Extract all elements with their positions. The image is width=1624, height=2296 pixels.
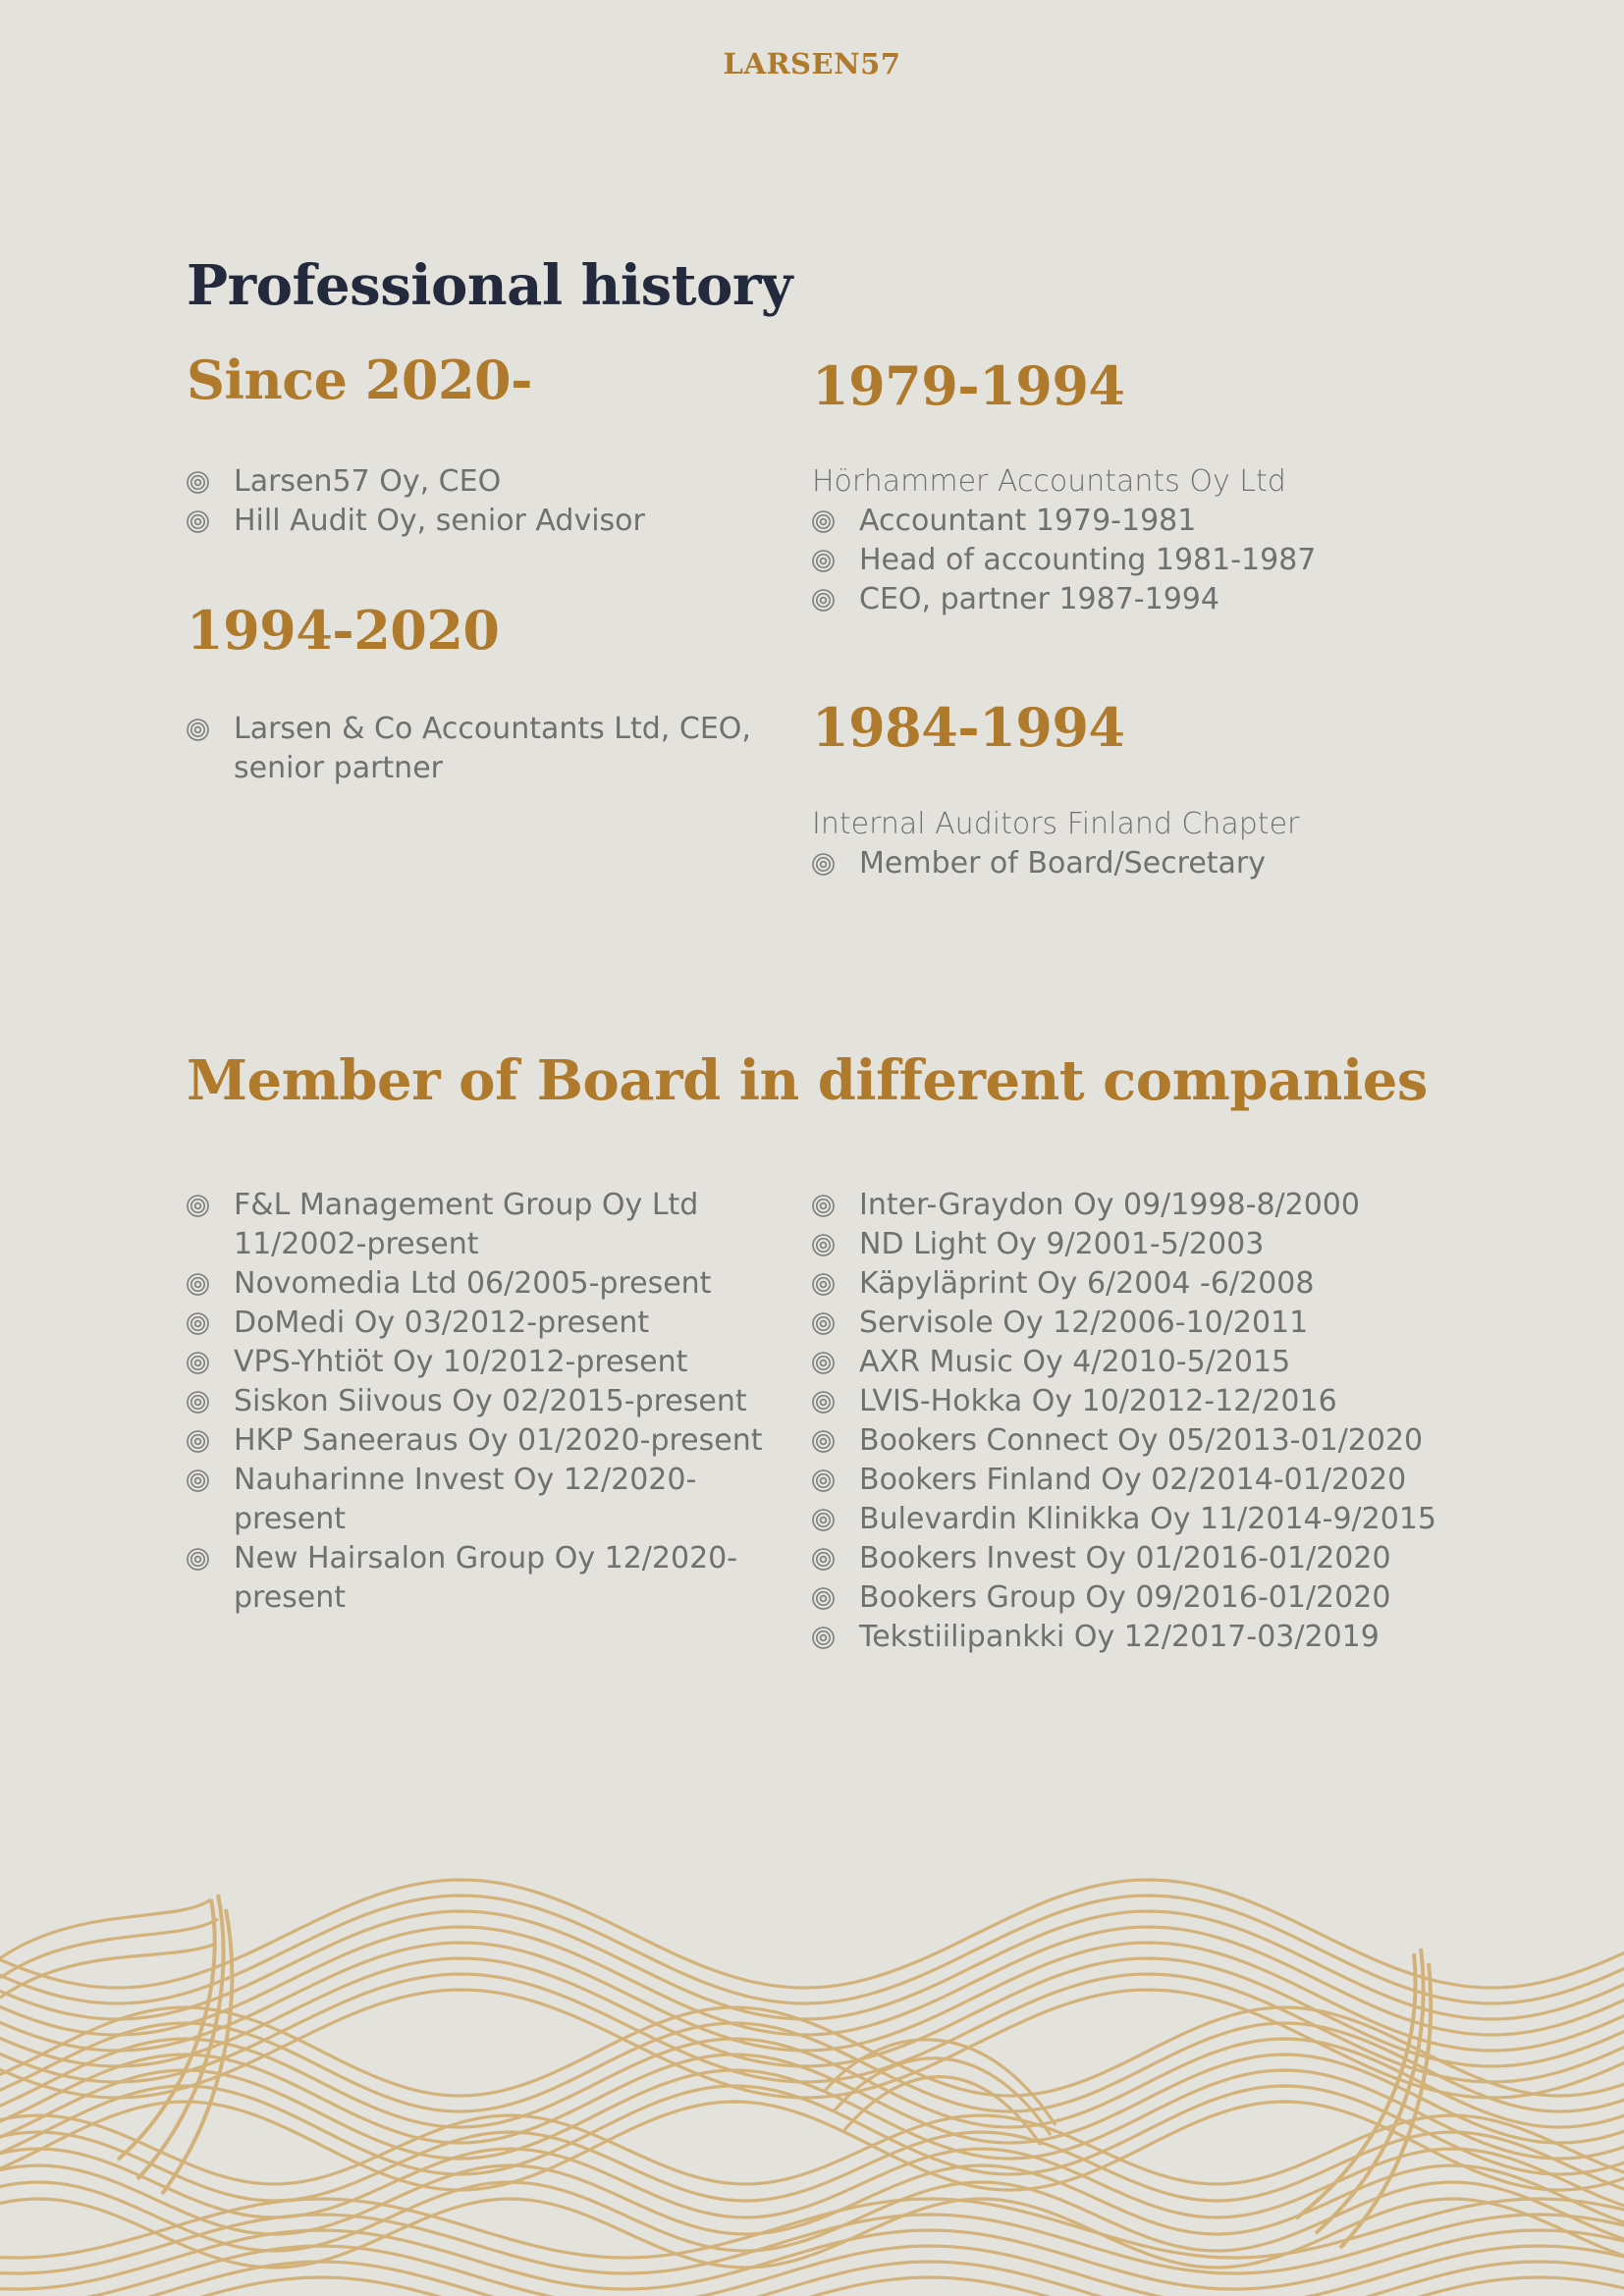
concentric-circle-bullet-icon bbox=[812, 1469, 835, 1492]
1979-1994-organization: Hörhammer Accountants Oy Ltd bbox=[812, 464, 1286, 499]
list-item-text: New Hairsalon Group Oy 12/2020-present bbox=[234, 1541, 738, 1615]
concentric-circle-bullet-icon bbox=[187, 1548, 209, 1571]
concentric-circle-bullet-icon bbox=[812, 1312, 835, 1335]
board-memberships-title: Member of Board in different companies bbox=[187, 1048, 1428, 1113]
list-item-text: Bookers Finland Oy 02/2014-01/2020 bbox=[859, 1463, 1407, 1497]
list-item bbox=[812, 1461, 1519, 1500]
list-item-text: Larsen57 Oy, CEO bbox=[234, 464, 502, 499]
list-item-text: Bookers Connect Oy 05/2013-01/2020 bbox=[859, 1423, 1424, 1458]
list-item bbox=[812, 1500, 1519, 1539]
concentric-circle-bullet-icon bbox=[187, 1352, 209, 1374]
list-item-text: Larsen & Co Accountants Ltd, CEO, senior partner bbox=[234, 712, 751, 785]
list-item-text: F&L Management Group Oy Ltd 11/2002-present bbox=[234, 1188, 699, 1261]
list-item bbox=[187, 1382, 776, 1421]
concentric-circle-bullet-icon bbox=[812, 1273, 835, 1296]
concentric-circle-bullet-icon bbox=[187, 719, 209, 741]
list-item-text: Nauharinne Invest Oy 12/2020-present bbox=[234, 1463, 697, 1536]
list-item bbox=[812, 1578, 1519, 1618]
list-item bbox=[812, 844, 1421, 883]
list-item bbox=[187, 502, 776, 541]
list-item bbox=[812, 1618, 1519, 1657]
concentric-circle-bullet-icon bbox=[187, 1391, 209, 1414]
list-item bbox=[812, 1264, 1519, 1304]
list-item bbox=[812, 541, 1421, 580]
list-item-text: CEO, partner 1987-1994 bbox=[859, 582, 1219, 616]
list-item-text: Accountant 1979-1981 bbox=[859, 504, 1197, 538]
concentric-circle-bullet-icon bbox=[812, 1195, 835, 1217]
board-list-right bbox=[812, 1186, 1519, 1657]
list-item bbox=[812, 1225, 1519, 1264]
concentric-circle-bullet-icon bbox=[812, 1509, 835, 1531]
concentric-circle-bullet-icon bbox=[187, 1430, 209, 1453]
since-2020-list bbox=[187, 462, 776, 541]
concentric-circle-bullet-icon bbox=[812, 1391, 835, 1414]
list-item bbox=[812, 1304, 1519, 1343]
list-item bbox=[187, 1186, 776, 1264]
concentric-circle-bullet-icon bbox=[812, 1352, 835, 1374]
concentric-circle-bullet-icon bbox=[812, 589, 835, 612]
professional-history-title: Professional history bbox=[187, 253, 792, 318]
concentric-circle-bullet-icon bbox=[187, 1273, 209, 1296]
concentric-circle-bullet-icon bbox=[187, 510, 209, 533]
list-item bbox=[187, 1461, 776, 1539]
list-item bbox=[187, 1304, 776, 1343]
concentric-circle-bullet-icon bbox=[187, 1195, 209, 1217]
1984-1994-heading: 1984-1994 bbox=[812, 696, 1125, 759]
1984-1994-list bbox=[812, 844, 1421, 883]
list-item-text: Bookers Invest Oy 01/2016-01/2020 bbox=[859, 1541, 1391, 1575]
list-item bbox=[187, 462, 776, 502]
list-item-text: Inter-Graydon Oy 09/1998-8/2000 bbox=[859, 1188, 1360, 1222]
concentric-circle-bullet-icon bbox=[187, 471, 209, 494]
list-item-text: Hill Audit Oy, senior Advisor bbox=[234, 504, 645, 538]
list-item-text: DoMedi Oy 03/2012-present bbox=[234, 1306, 650, 1340]
list-item-text: LVIS-Hokka Oy 10/2012-12/2016 bbox=[859, 1384, 1337, 1418]
list-item-text: Member of Board/Secretary bbox=[859, 846, 1267, 881]
list-item-text: HKP Saneeraus Oy 01/2020-present bbox=[234, 1423, 763, 1458]
1984-1994-organization: Internal Auditors Finland Chapter bbox=[812, 807, 1300, 841]
board-list-left bbox=[187, 1186, 776, 1618]
1979-1994-heading: 1979-1994 bbox=[812, 354, 1125, 417]
list-item-text: Servisole Oy 12/2006-10/2011 bbox=[859, 1306, 1309, 1340]
list-item bbox=[187, 1264, 776, 1304]
concentric-circle-bullet-icon bbox=[812, 550, 835, 572]
concentric-circle-bullet-icon bbox=[812, 1587, 835, 1610]
list-item bbox=[812, 1382, 1519, 1421]
list-item-text: Bookers Group Oy 09/2016-01/2020 bbox=[859, 1580, 1391, 1615]
brand-logo: LARSEN57 bbox=[723, 47, 901, 80]
list-item-text: ND Light Oy 9/2001-5/2003 bbox=[859, 1227, 1265, 1261]
concentric-circle-bullet-icon bbox=[812, 853, 835, 876]
list-item bbox=[187, 1343, 776, 1382]
1994-2020-list bbox=[187, 710, 776, 788]
concentric-circle-bullet-icon bbox=[187, 1469, 209, 1492]
concentric-circle-bullet-icon bbox=[812, 510, 835, 533]
list-item bbox=[187, 710, 776, 788]
since-2020-heading: Since 2020- bbox=[187, 348, 533, 411]
concentric-circle-bullet-icon bbox=[812, 1430, 835, 1453]
list-item-text: Siskon Siivous Oy 02/2015-present bbox=[234, 1384, 747, 1418]
concentric-circle-bullet-icon bbox=[812, 1627, 835, 1649]
list-item-text: Novomedia Ltd 06/2005-present bbox=[234, 1266, 712, 1301]
list-item-text: Käpyläprint Oy 6/2004 -6/2008 bbox=[859, 1266, 1315, 1301]
list-item bbox=[812, 1421, 1519, 1461]
list-item bbox=[812, 1343, 1519, 1382]
decorative-wave-pattern bbox=[0, 1865, 1624, 2296]
list-item-text: Tekstiilipankki Oy 12/2017-03/2019 bbox=[859, 1620, 1380, 1654]
concentric-circle-bullet-icon bbox=[187, 1312, 209, 1335]
list-item-text: VPS-Yhtiöt Oy 10/2012-present bbox=[234, 1345, 688, 1379]
list-item bbox=[812, 1186, 1519, 1225]
concentric-circle-bullet-icon bbox=[812, 1548, 835, 1571]
list-item-text: AXR Music Oy 4/2010-5/2015 bbox=[859, 1345, 1291, 1379]
1979-1994-list bbox=[812, 502, 1421, 619]
concentric-circle-bullet-icon bbox=[812, 1234, 835, 1256]
list-item bbox=[812, 1539, 1519, 1578]
list-item bbox=[812, 502, 1421, 541]
list-item bbox=[187, 1539, 776, 1618]
list-item-text: Bulevardin Klinikka Oy 11/2014-9/2015 bbox=[859, 1502, 1436, 1536]
list-item bbox=[187, 1421, 776, 1461]
list-item bbox=[812, 580, 1421, 619]
list-item-text: Head of accounting 1981-1987 bbox=[859, 543, 1317, 577]
1994-2020-heading: 1994-2020 bbox=[187, 599, 500, 662]
